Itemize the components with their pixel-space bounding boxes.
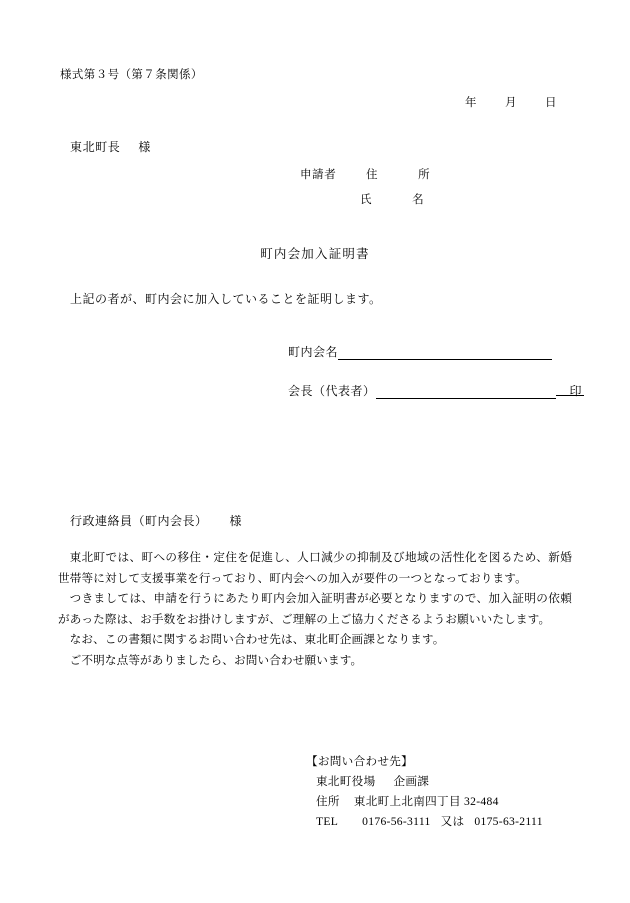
applicant-address-label-2: 所: [418, 169, 431, 181]
date-line: [465, 94, 557, 110]
applicant-label: 申請者: [300, 169, 337, 181]
contact-tel-label: TEL: [316, 815, 339, 828]
chief-name-fill-line: [376, 385, 556, 399]
addressee: [70, 138, 151, 155]
form-number: 様式第３号（第７条関係）: [60, 69, 203, 81]
addressee-name: 東北町長: [70, 140, 121, 154]
liaison-honorific: 様: [229, 514, 243, 528]
contact-tel-primary: 0176-56-3111: [362, 815, 431, 828]
association-name-label: 町内会名: [288, 345, 339, 359]
applicant-address-row: [300, 163, 430, 188]
chief-name-row: [288, 382, 584, 399]
contact-office: 東北町役場: [316, 775, 376, 788]
contact-tel-secondary: 0175-63-2111: [474, 815, 543, 828]
contact-address-row: [316, 792, 543, 812]
body-text: [58, 548, 572, 671]
addressee-honorific: 様: [138, 140, 152, 154]
contact-division: 企画課: [393, 775, 430, 788]
signature-block: [288, 343, 584, 421]
page-title: 町内会加入証明書: [260, 247, 370, 261]
applicant-name-row: [360, 188, 430, 213]
date-day-label: 日: [545, 97, 557, 109]
contact-tel-join: 又は: [440, 815, 465, 828]
applicant-name-label-2: 名: [412, 194, 425, 206]
liaison-addressee: [70, 512, 242, 529]
chief-name-label: 会長（代表者）: [288, 384, 376, 398]
date-year-label: 年: [465, 97, 477, 109]
certification-statement: 上記の者が、町内会に加入していることを証明します。: [70, 292, 382, 306]
seal-label: 印: [556, 382, 585, 396]
contact-block: [306, 752, 543, 832]
body-paragraph: なお、この書類に関するお問い合わせ先は、東北町企画課となります。: [69, 633, 445, 646]
body-paragraph: ご不明な点等がありましたら、お問い合わせ願います。: [69, 653, 363, 667]
date-month-label: 月: [505, 97, 517, 109]
body-paragraph: 東北町では、町への移住・定住を促進し、人口減少の抑制及び地域の活性化を図るため、新婚世帯等に対して支援事業を行っており、町内会への加入が要件の一つとなっております。: [58, 551, 572, 585]
applicant-block: [300, 163, 430, 213]
association-name-row: [288, 343, 584, 360]
applicant-name-label: 氏: [360, 194, 373, 206]
contact-heading: 【お問い合わせ先】: [306, 755, 414, 768]
contact-address: 東北町上北南四丁目 32-484: [353, 795, 499, 808]
contact-address-label: 住所: [316, 795, 340, 808]
applicant-address-label: 住: [366, 169, 379, 181]
contact-tel-row: [316, 812, 543, 832]
body-paragraph: つきましては、申請を行うにあたり町内会加入証明書が必要となりますので、加入証明の依頼があった際は、お手数をお掛けしますが、ご理解の上ご協力くださるようお願いいたします。: [58, 592, 572, 626]
contact-office-row: [316, 772, 543, 792]
liaison-label: 行政連絡員（町内会長）: [70, 514, 208, 528]
association-name-fill-line: [338, 346, 552, 360]
